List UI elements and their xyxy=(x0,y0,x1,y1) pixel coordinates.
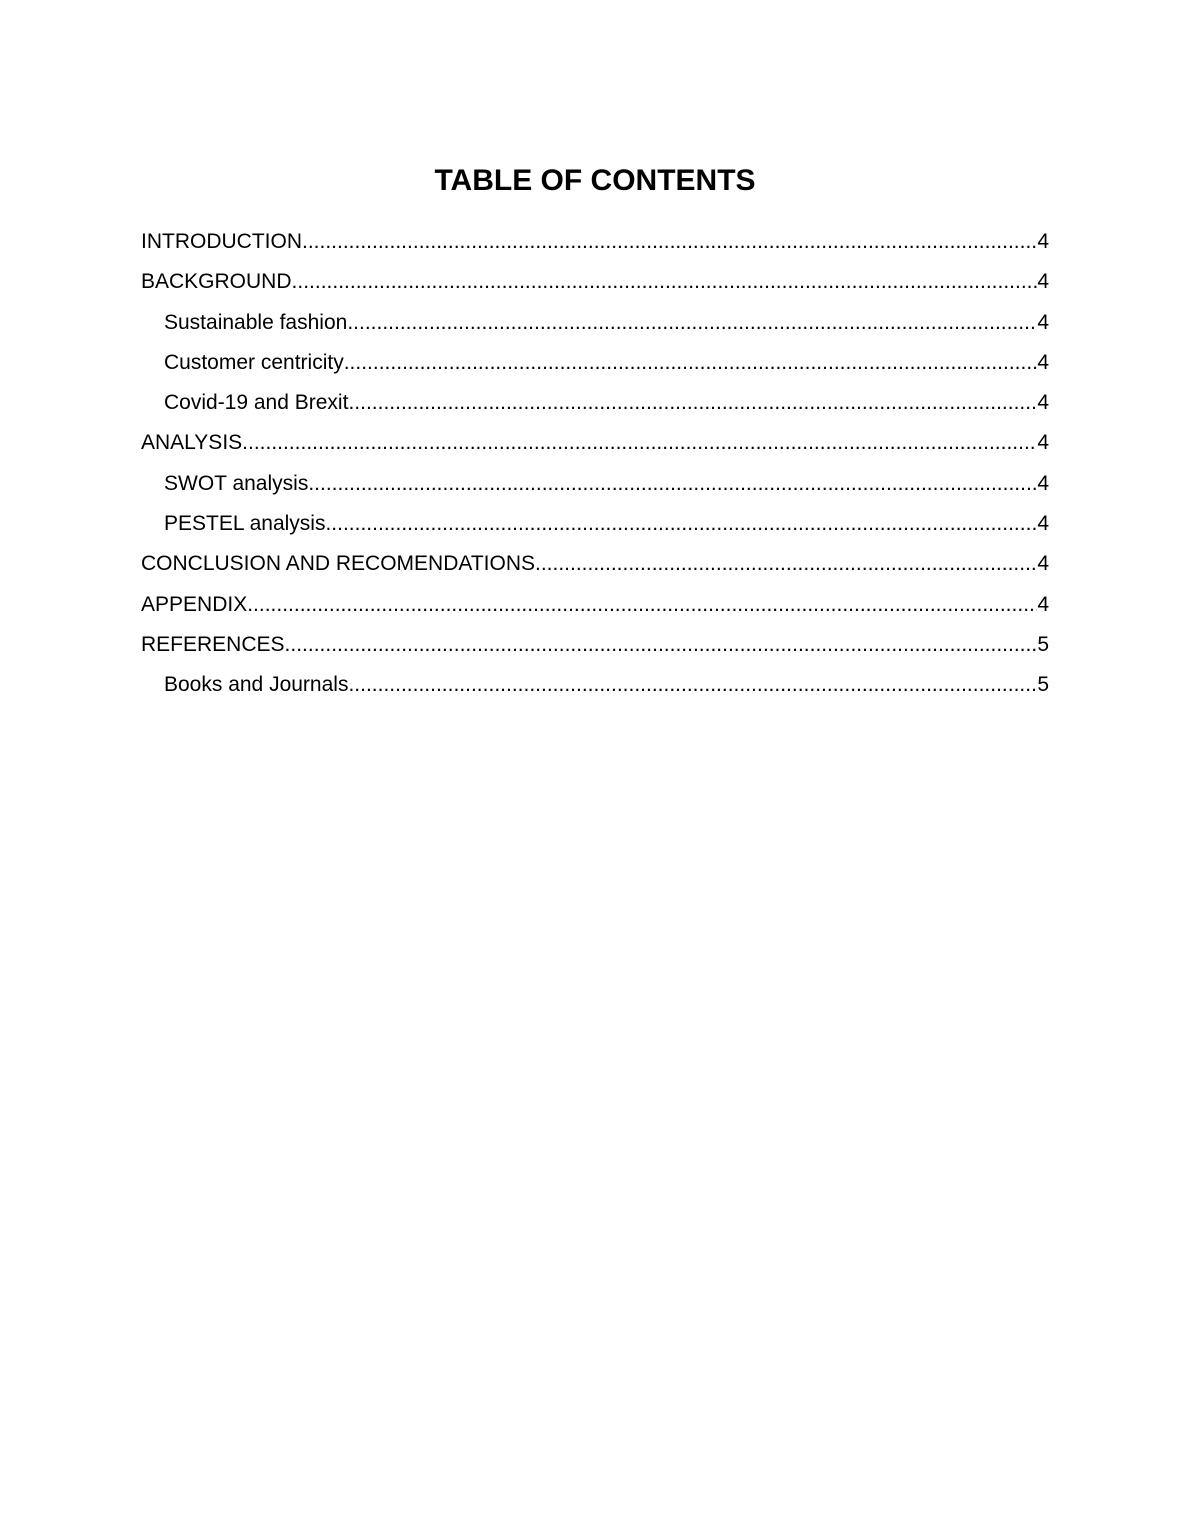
toc-entry-label: Covid-19 and Brexit xyxy=(164,391,349,415)
toc-entry-page: 4 xyxy=(1037,230,1049,253)
toc-entry[interactable] xyxy=(141,548,1049,588)
toc-heading: TABLE OF CONTENTS xyxy=(434,164,756,197)
toc-entry-page: 4 xyxy=(1037,350,1049,374)
dot-leader xyxy=(347,307,1037,339)
toc-entry-page: 4 xyxy=(1037,431,1049,455)
toc-entry-page: 4 xyxy=(1037,592,1049,616)
toc-entry-page: 4 xyxy=(1037,310,1049,334)
toc-entry-page: 4 xyxy=(1037,471,1049,495)
toc-subentry[interactable] xyxy=(141,387,1049,427)
toc-entry-label: Sustainable fashion xyxy=(164,310,348,334)
toc-entry-label: PESTEL analysis xyxy=(164,512,326,536)
dot-leader xyxy=(242,427,1037,459)
toc-subentry[interactable] xyxy=(141,508,1049,548)
toc-entry[interactable] xyxy=(141,266,1049,306)
dot-leader xyxy=(344,347,1038,379)
toc-entry-label: CONCLUSION AND RECOMENDATIONS xyxy=(141,552,535,576)
dot-leader xyxy=(302,226,1037,258)
toc-entry[interactable] xyxy=(141,629,1049,669)
toc-entry-page: 4 xyxy=(1037,270,1049,294)
dot-leader xyxy=(247,589,1037,621)
toc-entry-page: 4 xyxy=(1037,391,1049,415)
toc-entry[interactable] xyxy=(141,226,1049,266)
dot-leader xyxy=(348,669,1037,701)
toc-entry-page: 4 xyxy=(1037,512,1049,536)
toc-entry[interactable] xyxy=(141,427,1049,467)
toc-entry-label: BACKGROUND xyxy=(141,270,292,294)
toc-entry-label: APPENDIX xyxy=(141,592,248,616)
toc-subentry[interactable] xyxy=(141,347,1049,387)
toc-entry-label: Books and Journals xyxy=(164,673,349,697)
toc-subentry[interactable] xyxy=(141,468,1049,508)
toc-entry-label: ANALYSIS xyxy=(141,431,243,455)
toc-entry-label: INTRODUCTION xyxy=(141,230,302,253)
dot-leader xyxy=(325,508,1037,540)
toc-subentry[interactable] xyxy=(141,669,1049,709)
toc-entry-page: 5 xyxy=(1037,632,1049,656)
dot-leader xyxy=(348,387,1037,419)
toc-subentry[interactable] xyxy=(141,307,1049,347)
dot-leader xyxy=(308,468,1037,500)
toc-entry[interactable] xyxy=(141,589,1049,629)
toc-entry-label: Customer centricity xyxy=(164,350,344,374)
toc-entry-label: SWOT analysis xyxy=(164,471,309,495)
toc-entry-page: 5 xyxy=(1037,673,1049,697)
dot-leader xyxy=(292,266,1038,298)
toc-entry-page: 4 xyxy=(1037,552,1049,576)
dot-leader xyxy=(535,548,1037,580)
dot-leader xyxy=(285,629,1038,661)
toc-entry-label: REFERENCES xyxy=(141,632,285,656)
toc-list xyxy=(141,226,1049,710)
